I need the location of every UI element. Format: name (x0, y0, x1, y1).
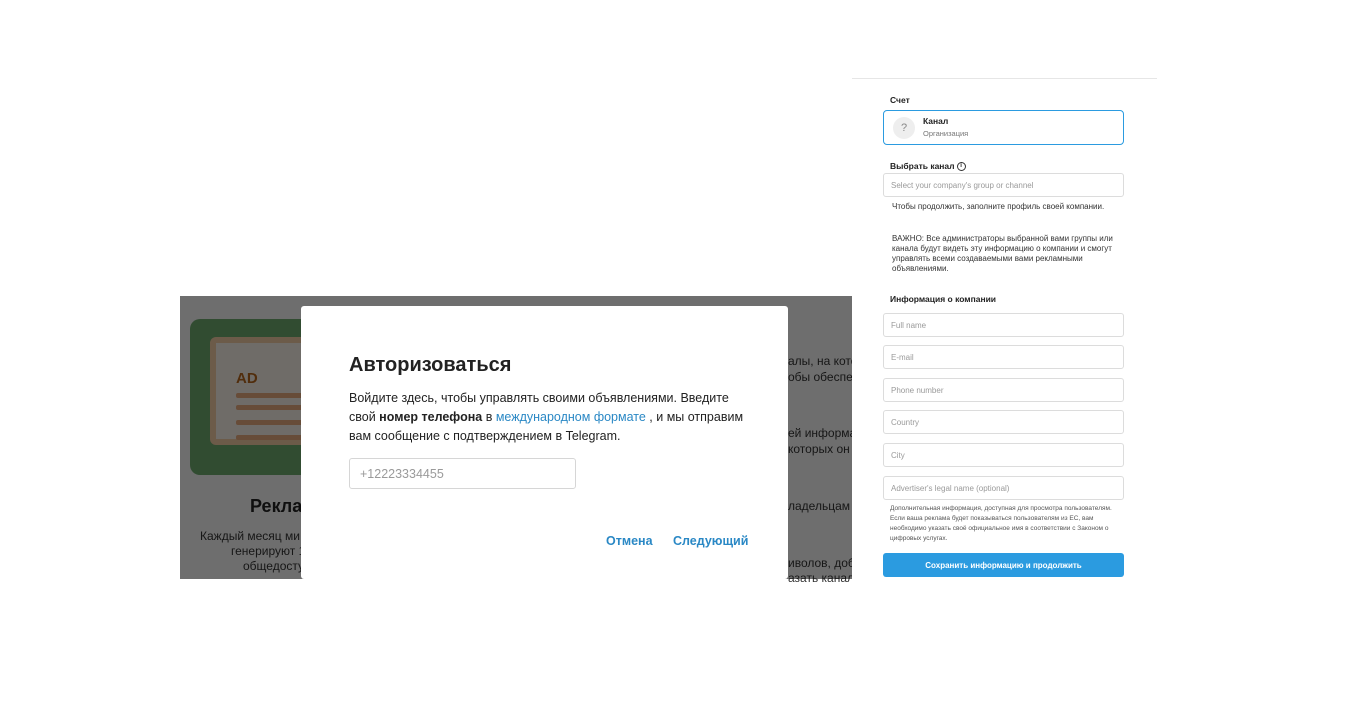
modal-description (349, 389, 749, 446)
account-type: Организация (923, 129, 969, 138)
email-field[interactable] (883, 345, 1124, 369)
avatar-placeholder-icon: ? (893, 117, 915, 139)
save-and-continue-button[interactable]: Сохранить информацию и продолжить (883, 553, 1124, 577)
modal-description-text: , и мы отправим вам сообщение с подтверждением в Telegram. (349, 410, 744, 443)
account-name: Канал (923, 116, 949, 126)
cancel-button[interactable]: Отмена (606, 534, 653, 548)
country-field[interactable] (883, 410, 1124, 434)
company-section-label: Информация о компании (890, 294, 997, 304)
login-screenshot (180, 296, 852, 579)
account-card[interactable] (883, 110, 1124, 145)
continue-note: Чтобы продолжить, заполните профиль своей компании. (892, 202, 1105, 211)
channel-section-label (890, 161, 966, 171)
legal-name-field[interactable] (883, 476, 1124, 500)
account-section-label: Счет (890, 95, 910, 105)
company-form-screenshot (852, 55, 1157, 585)
info-icon[interactable]: i (957, 162, 966, 171)
next-button[interactable]: Следующий (673, 534, 749, 548)
phone-field[interactable] (883, 378, 1124, 402)
city-field[interactable] (883, 443, 1124, 467)
phone-number-input[interactable] (349, 458, 576, 489)
legal-name-hint: Дополнительная информация, доступная для просмотра пользователям. Если ваша реклама будет показываться пользователям из ЕС, вам необходимо указать своё официальное имя в соответствии с Законом о цифровых услугах. (890, 505, 1112, 542)
modal-description-text: в (482, 410, 496, 424)
phone-number-emphasis: номер телефона (379, 410, 483, 424)
cropped-breadcrumb (858, 57, 948, 65)
international-format-link[interactable]: международном формате (495, 410, 646, 424)
modal-title: Авторизоваться (349, 354, 512, 376)
modal-description-text: Войдите здесь, чтобы управлять своими объявлениями. Введите свой (349, 391, 729, 424)
login-modal (301, 306, 788, 579)
important-note: ВАЖНО: Все администраторы выбранной вами группы или канала будут видеть эту информацию о компании и смогут управлять всеми создаваемыми вами рекламными объявлениями. (892, 234, 1113, 273)
channel-select-input[interactable] (883, 173, 1124, 197)
divider (852, 78, 1157, 79)
full-name-field[interactable] (883, 313, 1124, 337)
channel-section-label-text: Выбрать канал (890, 161, 955, 171)
